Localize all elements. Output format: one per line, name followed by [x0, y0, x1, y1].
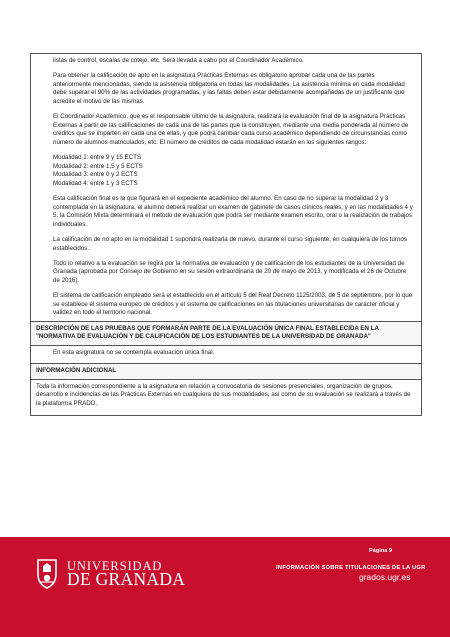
modalidad-item: Modalidad 1: entre 9 y 15 ECTS [53, 154, 142, 162]
paragraph-continuation: listas de control, escalas de cotejo, etc. Será llevada a cabo por el Coordinador Académico. [53, 57, 304, 64]
university-name-line2: DE GRANADA [67, 569, 186, 589]
paragraph-sistema: El sistema de calificación empleado será el establecido en el artículo 5 del Real Decreto 1125/2003, de 5 de septiembre, por lo que se establece el sistema europeo de créditos y el sistema de calificaciones en las titulaciones universitarias de carácter oficial y validez en todo el territorio nacional. [53, 292, 413, 317]
footer-info-label: INFORMACIÓN SOBRE TITULACIONES DE LA UGR [276, 565, 426, 571]
paragraph-no-apto: La calificación de no apto en la modalidad 1 supondrá realizarla de nuevo, durante el curso siguiente, en cualquiera de los turnos establecidos. [53, 236, 407, 252]
modalidad-item: Modalidad 4: entre 1 y 3 ECTS [53, 179, 138, 187]
section-text-informacion-adicional: Toda la información correspondiente a la asignatura en relación a convocatoria de sesiones presenciales, organización de grupos, desarrollo e incidencias de las Prácticas Externas en cualquiera de sus modalidades, así como de su evaluación se realizará a través de la plataforma PRADO. [31, 379, 421, 415]
paragraph-apto: Para obtener la calificación de apto en la asignatura Prácticas Externas es obligatorio aprobar cada una de las partes anteriormente mencionadas, siendo la asistencia obligatoria en todas las modalidades. La asistencia mínima en cada modalidad debe superar el 90% de las actividades programadas, y las faltas deben estar debidamente acompañadas de un justificante que acredite el motivo de las mismas. [53, 72, 405, 105]
section-heading-informacion-adicional: INFORMACIÓN ADICIONAL [31, 363, 421, 378]
modalidad-item: Modalidad 3: entre 0 y 2 ECTS [53, 171, 138, 179]
evaluation-body [31, 54, 421, 321]
modalidad-item: Modalidad 2: entre 1,5 y 5 ECTS [53, 162, 143, 170]
section-heading-evaluacion-unica: DESCRIPCIÓN DE LAS PRUEBAS QUE FORMARÁN PARTE DE LA EVALUACIÓN ÚNICA FINAL ESTABLECIDA EN LA "NORMATIVA DE EVALUACIÓN Y DE CALIFICACIÓN DE LOS ESTUDIANTES DE LA UNIVERSIDAD DE GRANADA" [31, 321, 421, 345]
paragraph-normativa: Todo lo relativo a la evaluación se regirá por la normativa de evaluación y de calificación de los estudiantes de la Universidad de Granada (aprobada por Consejo de Gobierno en su sesión extraordinaria de 20 de mayo de 2013, y modificada el 26 de Octubre de 2016). [53, 259, 407, 285]
paragraph-final: Esta calificación final es la que figurará en el expediente académico del alumno. En caso de no superar la modalidad 2 y 3 contemplada en la asignatura, el alumno deberá realizar un examen de gabinete de casos clínicos reales, y en las modalidades 4 y 5, la Comisión Mixta determinará el método de evaluación que podrá ser mediante examen escrito, oral o la realización de trabajos individuales. [53, 195, 413, 228]
footer-website-link[interactable]: grados.ugr.es [359, 572, 411, 582]
university-name-line1: UNIVERSIDAD [67, 559, 163, 573]
paragraph-coordinador: El Coordinador Académico, que es el responsable último de la asignatura, realizará la evaluación final de la asignatura Prácticas Externas a partir de las calificaciones de cada una de las partes que la constituyen, mediante una media ponderada al número de créditos que se imparten en cada una de ellas, y que podrá cambiar cada curso académico dependiendo de circunstancias como número de alumnos matriculados, etc. El número de créditos de cada modalidad estarán en los siguientes rangos: [53, 113, 409, 146]
section-text-evaluacion-unica: En esta asignatura no se contempla evaluación única final. [31, 345, 421, 364]
university-crest-icon [34, 558, 60, 590]
evaluation-table [30, 53, 422, 416]
page-number: Página 9 [369, 548, 393, 554]
